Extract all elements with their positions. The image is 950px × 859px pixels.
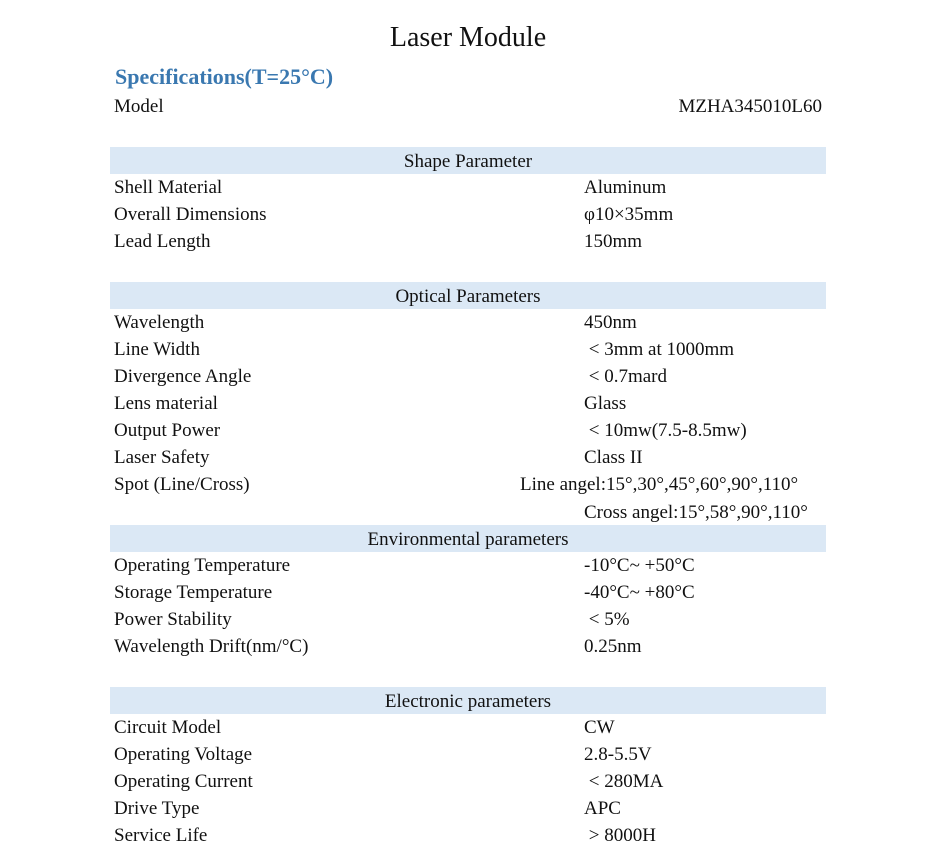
row-value: Glass <box>584 393 627 414</box>
spot-row <box>110 474 826 528</box>
specifications-heading: Specifications(T=25°C) <box>115 64 334 89</box>
spec-row <box>114 798 826 825</box>
row-label: Overall Dimensions <box>114 204 267 225</box>
row-value: < 280MA <box>584 771 664 792</box>
row-label: Wavelength Drift(nm/°C) <box>114 636 309 657</box>
environmental-section-title: Environmental parameters <box>367 529 569 550</box>
spot-line-angles: Line angel:15°,30°,45°,60°,90°,110° <box>520 474 799 495</box>
row-value: Class II <box>584 447 643 468</box>
spec-row <box>114 582 826 609</box>
row-value: < 3mm at 1000mm <box>584 339 735 360</box>
spec-row <box>114 825 826 852</box>
spot-cross-angles: Cross angel:15°,58°,90°,110° <box>584 502 808 523</box>
model-label: Model <box>114 96 164 117</box>
spec-row <box>114 177 826 204</box>
spot-label: Spot (Line/Cross) <box>114 474 250 495</box>
row-value: 450nm <box>584 312 637 333</box>
spec-row <box>114 744 826 771</box>
row-label: Operating Voltage <box>114 744 253 765</box>
row-label: Operating Temperature <box>114 555 291 576</box>
row-label: Wavelength <box>114 312 205 333</box>
row-value: APC <box>584 798 621 819</box>
shape-section-title: Shape Parameter <box>403 151 533 172</box>
optical-section-header <box>110 282 826 309</box>
spec-row <box>114 204 826 231</box>
row-value: -40°C~ +80°C <box>584 582 695 603</box>
row-label: Operating Current <box>114 771 253 792</box>
row-value: < 5% <box>584 609 630 630</box>
row-value: φ10×35mm <box>584 204 674 225</box>
spec-row <box>114 393 826 420</box>
electronic-section-header <box>110 687 826 714</box>
row-value: < 0.7mard <box>584 366 668 387</box>
spec-row <box>114 312 826 339</box>
row-label: Shell Material <box>114 177 223 198</box>
row-label: Line Width <box>114 339 200 360</box>
spec-row <box>114 717 826 744</box>
row-label: Output Power <box>114 420 221 441</box>
spec-row <box>114 231 826 258</box>
spec-row <box>114 555 826 582</box>
row-value: Aluminum <box>584 177 667 198</box>
row-label: Power Stability <box>114 609 232 630</box>
spec-row <box>114 636 826 663</box>
spec-row <box>114 366 826 393</box>
row-value: -10°C~ +50°C <box>584 555 695 576</box>
shape-section-header <box>110 147 826 174</box>
row-label: Lens material <box>114 393 218 414</box>
row-value: 150mm <box>584 231 643 252</box>
row-label: Circuit Model <box>114 717 222 738</box>
row-label: Drive Type <box>114 798 200 819</box>
row-label: Service Life <box>114 825 208 846</box>
row-label: Lead Length <box>114 231 211 252</box>
row-value: > 8000H <box>584 825 656 846</box>
row-value: 2.8-5.5V <box>584 744 652 765</box>
spec-row <box>114 339 826 366</box>
model-value: MZHA345010L60 <box>678 96 822 117</box>
spec-row <box>114 447 826 474</box>
spec-row <box>114 771 826 798</box>
spec-row <box>114 609 826 636</box>
page-title: Laser Module <box>389 22 547 53</box>
row-label: Divergence Angle <box>114 366 252 387</box>
row-value: < 10mw(7.5-8.5mw) <box>584 420 747 441</box>
row-label: Storage Temperature <box>114 582 273 603</box>
optical-section-title: Optical Parameters <box>395 286 541 307</box>
electronic-section-title: Electronic parameters <box>384 691 552 712</box>
row-value: 0.25nm <box>584 636 642 657</box>
row-value: CW <box>584 717 615 738</box>
row-label: Laser Safety <box>114 447 210 468</box>
spec-row <box>114 420 826 447</box>
environmental-section-header <box>110 525 826 552</box>
